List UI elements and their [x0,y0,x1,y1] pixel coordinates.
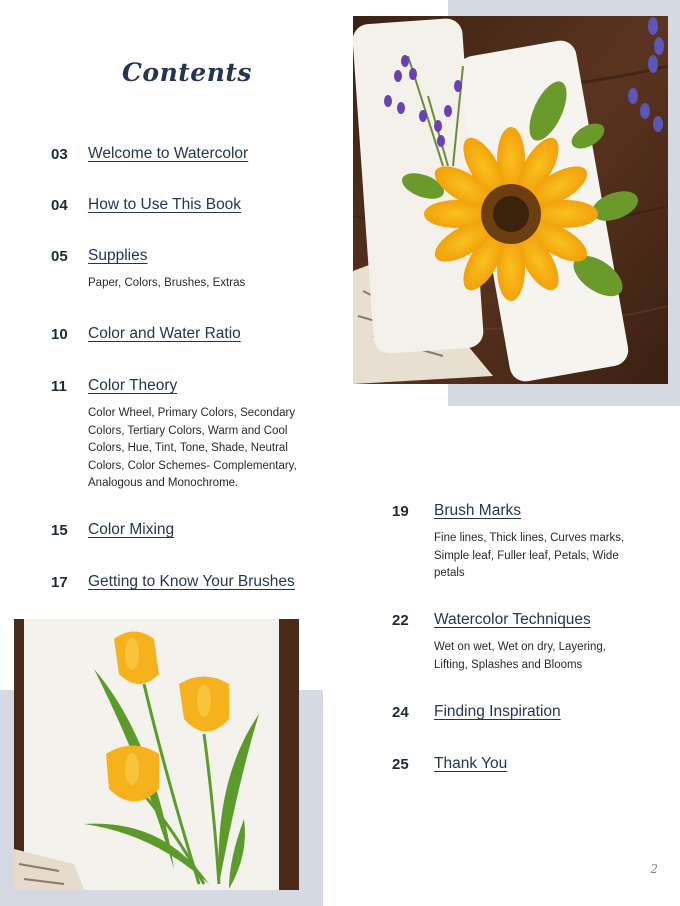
toc-details: Color Wheel, Primary Colors, Secondary Colors, Tertiary Colors, Warm and Cool Colors, Hue, Tint, Tone, Shade, Neutral Colors, Color Schemes- Complementary, Analogous and Monochrome. [88,407,297,489]
toc-link[interactable]: Brush Marks [434,502,521,519]
toc-details: Fine lines, Thick lines, Curves marks, Simple leaf, Fuller leaf, Petals, Wide petals [434,532,625,579]
toc-page-number: 11 [51,378,67,395]
toc-page-number: 15 [51,522,68,539]
toc-page-number: 10 [51,326,68,343]
toc-page-number: 19 [392,503,409,520]
sunflower-bookmark-photo [353,16,668,384]
toc-page-number: 24 [392,704,409,721]
contents-title: Contents [122,58,253,87]
toc-page-number: 03 [51,146,68,163]
toc-details: Paper, Colors, Brushes, Extras [88,277,246,289]
toc-page-number: 22 [392,612,409,629]
toc-link[interactable]: Welcome to Watercolor [88,145,249,162]
toc-page-number: 04 [51,197,68,214]
toc-page-number: 17 [51,574,68,591]
toc-page-number: 05 [51,248,68,265]
toc-link[interactable]: Supplies [88,247,148,264]
toc-link[interactable]: Getting to Know Your Brushes [88,573,295,590]
tulip-painting-photo [14,619,299,890]
toc-link[interactable]: Color Theory [88,377,178,394]
toc-link[interactable]: Color Mixing [88,521,175,538]
toc-link[interactable]: Thank You [434,755,508,772]
toc-link[interactable]: How to Use This Book [88,196,242,213]
page-number: 2 [650,862,658,876]
toc-details: Wet on wet, Wet on dry, Layering, Lifting, Splashes and Blooms [434,641,606,671]
toc-link[interactable]: Watercolor Techniques [434,611,591,628]
toc-link[interactable]: Color and Water Ratio [88,325,241,342]
toc-link[interactable]: Finding Inspiration [434,703,561,720]
toc-page-number: 25 [392,756,409,773]
